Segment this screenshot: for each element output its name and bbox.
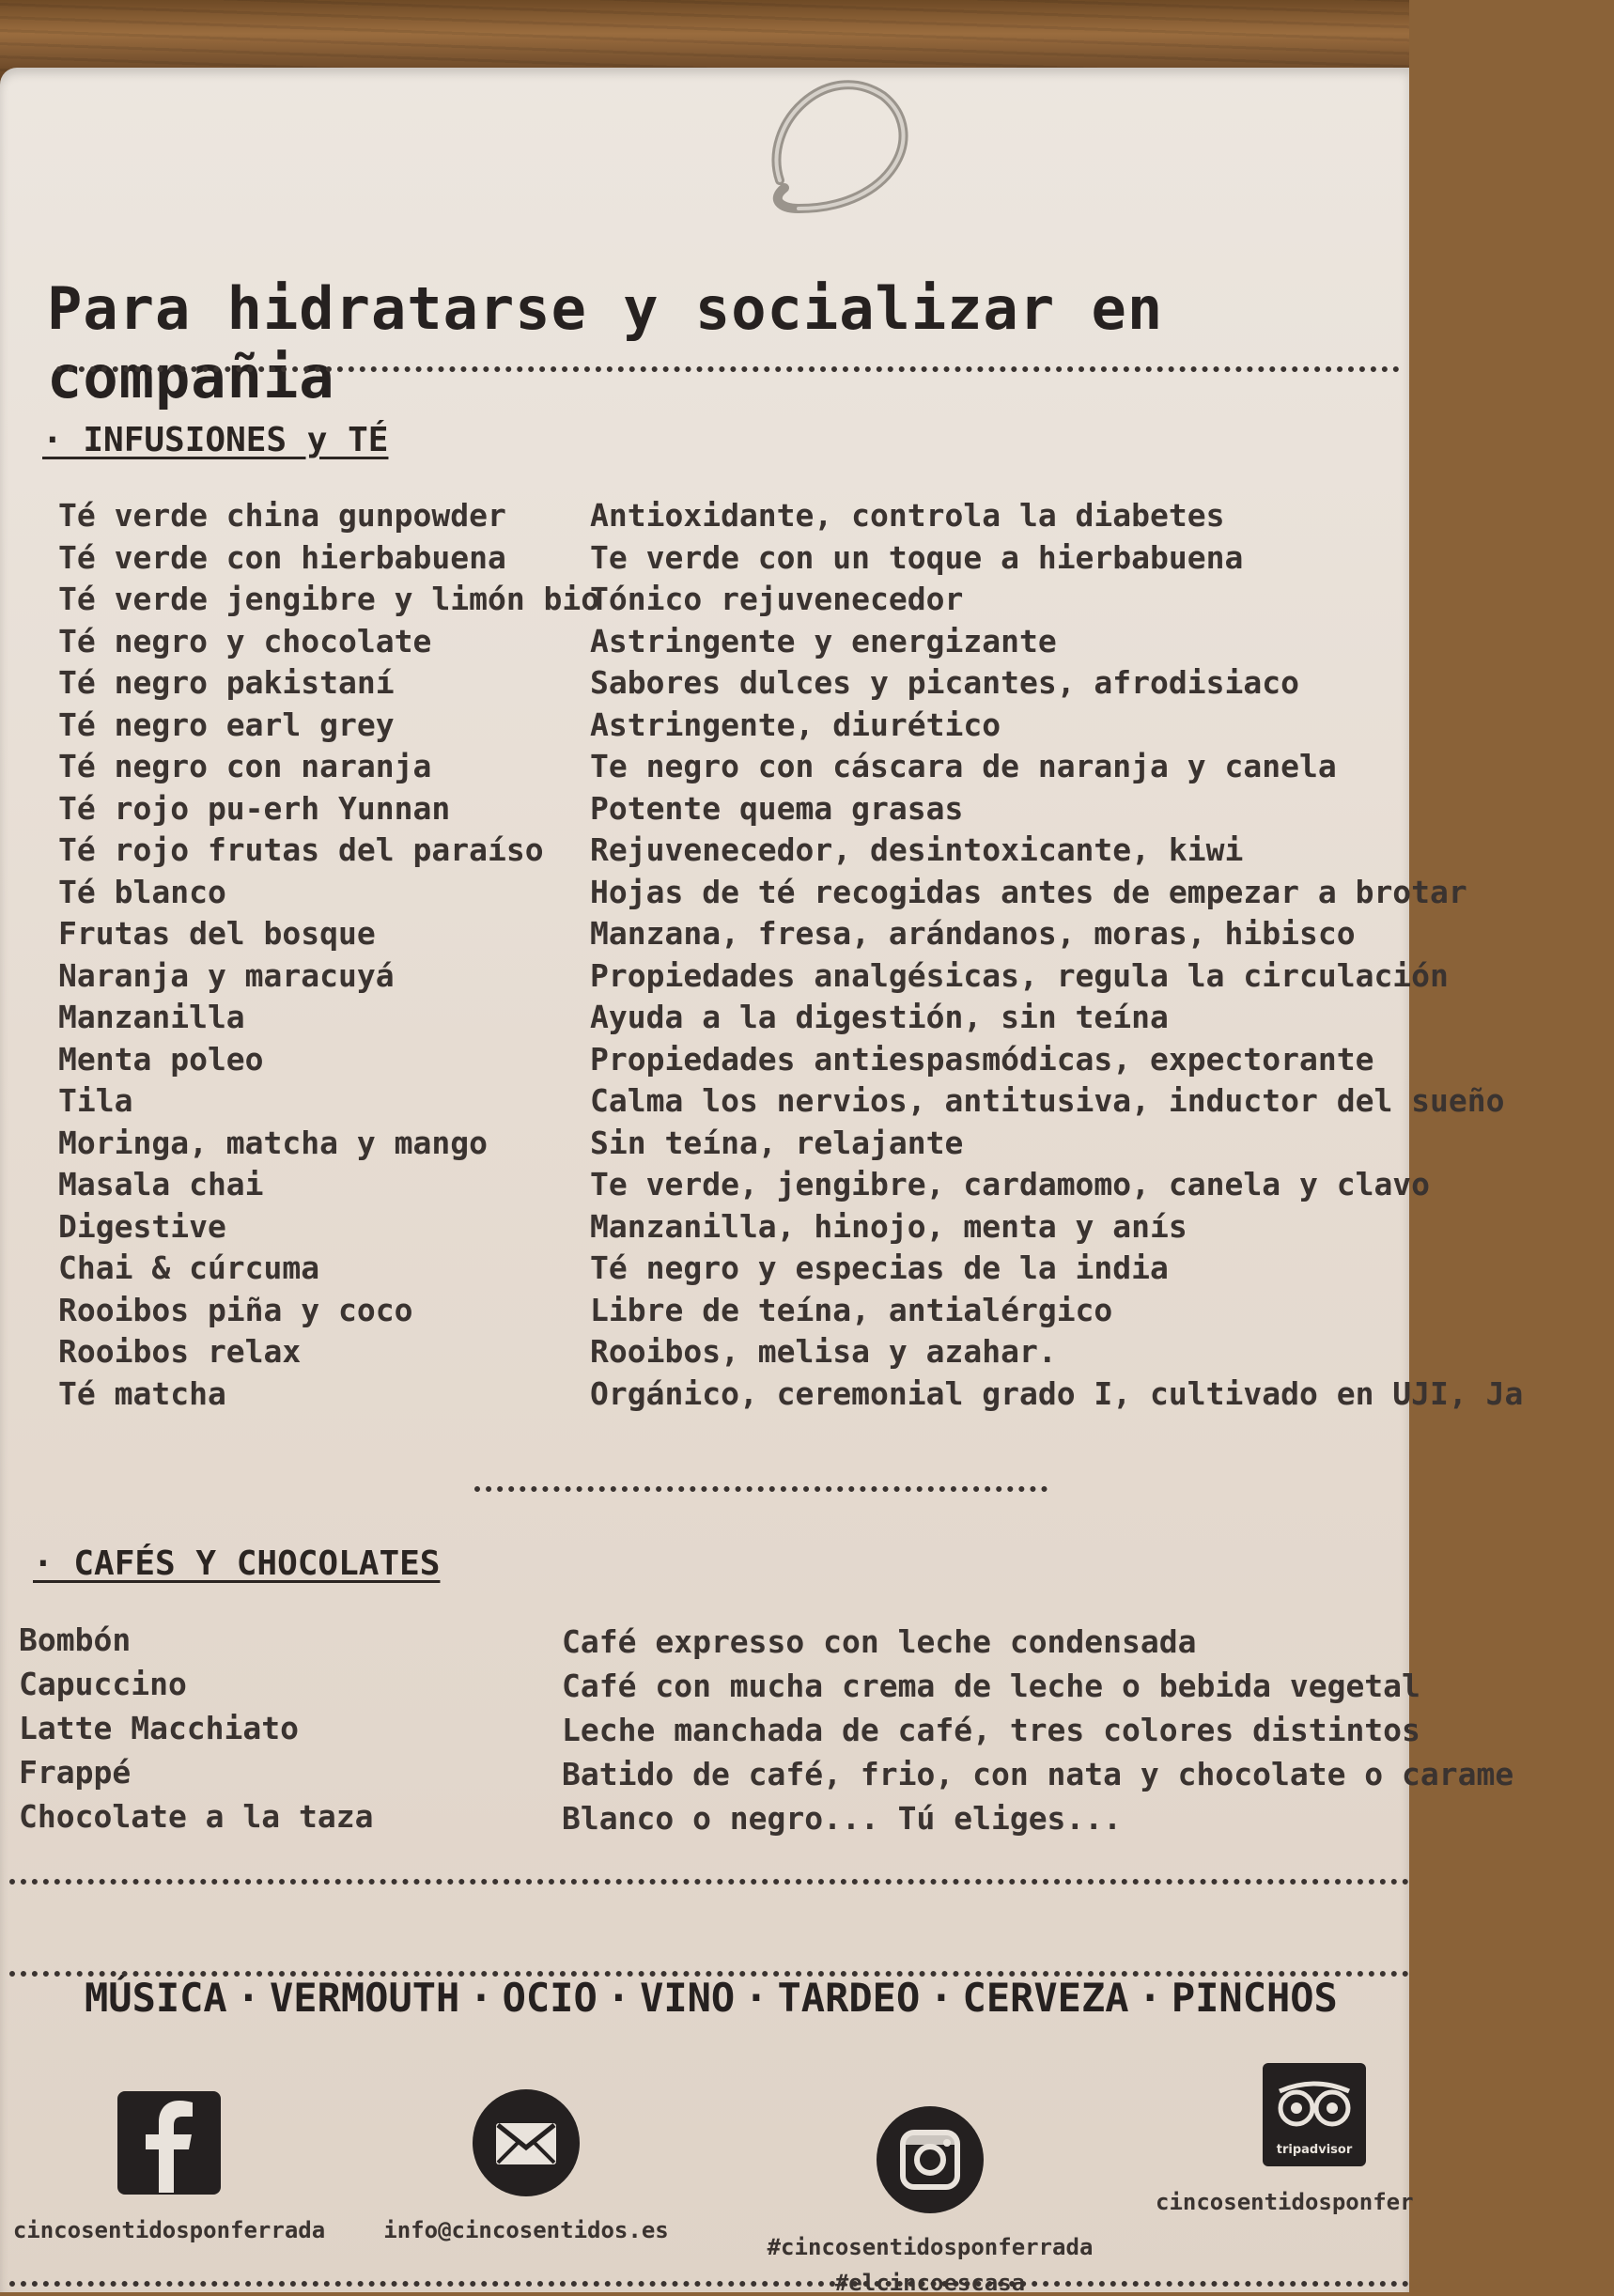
- list-item: Chocolate a la taza: [19, 1798, 374, 1835]
- social-instagram: [752, 2104, 1109, 2296]
- list-item: Rejuvenecedor, desintoxicante, kiwi: [590, 831, 1244, 868]
- instagram-label: #cincosentidosponferrada: [767, 2234, 1094, 2260]
- list-item: Digestive: [58, 1207, 226, 1245]
- cafes-name-list: [19, 1618, 545, 1838]
- list-item: Té verde jengibre y limón bio: [58, 581, 600, 617]
- tags-divider-top: [9, 1879, 1409, 1885]
- instagram-hashtag: #elcincoescasa: [834, 2270, 1026, 2296]
- list-item: Café con mucha crema de leche o bebida vegetal: [562, 1668, 1420, 1704]
- social-facebook: [9, 2087, 329, 2243]
- list-item: Rooibos relax: [58, 1333, 302, 1370]
- list-item: Batido de café, frio, con nata y chocolate o carame: [562, 1756, 1514, 1792]
- list-item: Frutas del bosque: [58, 915, 376, 952]
- email-label: info@cincosentidos.es: [383, 2217, 669, 2243]
- tag: VINO: [640, 1975, 736, 2021]
- list-item: Blanco o negro... Tú eliges...: [562, 1800, 1123, 1837]
- infusiones-description-list: [590, 495, 1614, 1415]
- tag: CERVEZA: [962, 1975, 1129, 2021]
- tag-separator: ·: [606, 1975, 631, 2021]
- list-item: Orgánico, ceremonial grado I, cultivado en UJI, Ja: [590, 1374, 1524, 1412]
- tripadvisor-badge-text: tripadvisor: [1276, 2143, 1353, 2157]
- social-tripadvisor: [1146, 2059, 1414, 2215]
- menu-sheet: [0, 68, 1524, 2296]
- list-item: Astringente y energizante: [590, 622, 1057, 659]
- list-item: Moringa, matcha y mango: [58, 1124, 488, 1161]
- list-item: Te verde, jengibre, cardamomo, canela y clavo: [590, 1166, 1431, 1202]
- list-item: Te negro con cáscara de naranja y canela: [590, 748, 1337, 784]
- list-item: Manzanilla: [58, 999, 245, 1035]
- list-item: Astringente, diurético: [590, 706, 1001, 743]
- list-item: Chai & cúrcuma: [58, 1249, 320, 1286]
- section-heading-infusiones: · INFUSIONES y TÉ: [42, 421, 389, 459]
- list-item: Té matcha: [58, 1374, 226, 1412]
- list-item: Té negro y chocolate: [58, 622, 432, 659]
- list-item: Té verde con hierbabuena: [58, 538, 506, 576]
- list-item: Propiedades analgésicas, regula la circulación: [590, 956, 1449, 994]
- list-item: Rooibos, melisa y azahar.: [590, 1333, 1057, 1370]
- tag-separator: ·: [1138, 1975, 1162, 2021]
- facebook-icon: [114, 2087, 225, 2198]
- list-item: Té rojo pu-erh Yunnan: [58, 789, 451, 827]
- title-divider: [56, 366, 1400, 372]
- tripadvisor-icon: [1259, 2059, 1370, 2170]
- binder-ring-icon: [742, 68, 930, 246]
- tag-separator: ·: [236, 1975, 261, 2021]
- list-item: Naranja y maracuyá: [58, 956, 395, 994]
- list-item: Libre de teína, antialérgico: [590, 1291, 1113, 1328]
- list-item: Capuccino: [19, 1666, 187, 1702]
- list-item: Rooibos piña y coco: [58, 1291, 413, 1328]
- list-item: Calma los nervios, antitusiva, inductor del sueño: [590, 1082, 1505, 1119]
- list-item: Sabores dulces y picantes, afrodisiaco: [590, 664, 1299, 701]
- infusiones-name-list: [58, 495, 600, 1415]
- list-item: Menta poleo: [58, 1040, 264, 1078]
- list-item: Té rojo frutas del paraíso: [58, 831, 544, 868]
- section-divider: [474, 1486, 1048, 1492]
- list-item: Frappé: [19, 1754, 132, 1791]
- tag-separator: ·: [929, 1975, 954, 2021]
- list-item: Propiedades antiespasmódicas, expectorante: [590, 1040, 1374, 1078]
- list-item: Té negro pakistaní: [58, 664, 395, 701]
- tag: VERMOUTH: [270, 1975, 460, 2021]
- list-item: Bombón: [19, 1621, 132, 1658]
- list-item: Leche manchada de café, tres colores distintos: [562, 1712, 1420, 1748]
- list-item: Café expresso con leche condensada: [562, 1623, 1197, 1660]
- list-item: Té negro earl grey: [58, 706, 395, 743]
- footer-divider: [9, 2281, 1409, 2287]
- instagram-icon: [875, 2104, 985, 2215]
- tagline: [85, 1975, 1409, 2021]
- tag-separator: ·: [469, 1975, 493, 2021]
- list-item: Masala chai: [58, 1166, 264, 1202]
- tag: PINCHOS: [1171, 1975, 1338, 2021]
- list-item: Sin teína, relajante: [590, 1124, 964, 1161]
- list-item: Ayuda a la digestión, sin teína: [590, 999, 1169, 1035]
- facebook-label: cincosentidosponferrada: [12, 2217, 326, 2243]
- tag: OCIO: [502, 1975, 597, 2021]
- list-item: Manzanilla, hinojo, menta y anís: [590, 1207, 1187, 1245]
- social-email: [376, 2087, 676, 2243]
- tags-divider-bottom: [9, 1971, 1409, 1977]
- section-heading-cafes: · CAFÉS Y CHOCOLATES: [33, 1544, 441, 1583]
- envelope-icon: [471, 2087, 582, 2198]
- list-item: Latte Macchiato: [19, 1710, 300, 1746]
- list-item: Té negro y especias de la india: [590, 1249, 1169, 1286]
- list-item: Te verde con un toque a hierbabuena: [590, 538, 1244, 576]
- list-item: Antioxidante, controla la diabetes: [590, 497, 1225, 534]
- tag: MÚSICA: [85, 1975, 227, 2021]
- list-item: Hojas de té recogidas antes de empezar a brotar: [590, 873, 1467, 910]
- list-item: Té verde china gunpowder: [58, 497, 506, 534]
- tripadvisor-label: cincosentidosponfer: [1156, 2189, 1414, 2215]
- list-item: Manzana, fresa, arándanos, moras, hibisco: [590, 915, 1356, 952]
- list-item: Tónico rejuvenecedor: [590, 581, 964, 617]
- list-item: Té negro con naranja: [58, 748, 432, 784]
- list-item: Potente quema grasas: [590, 789, 964, 827]
- page-title: Para hidratarse y socializar en compañia: [47, 274, 1164, 411]
- tag: TARDEO: [777, 1975, 921, 2021]
- cafes-description-list: [562, 1620, 1514, 1840]
- list-item: Té blanco: [58, 873, 226, 910]
- tag-separator: ·: [744, 1975, 768, 2021]
- list-item: Tila: [58, 1082, 133, 1119]
